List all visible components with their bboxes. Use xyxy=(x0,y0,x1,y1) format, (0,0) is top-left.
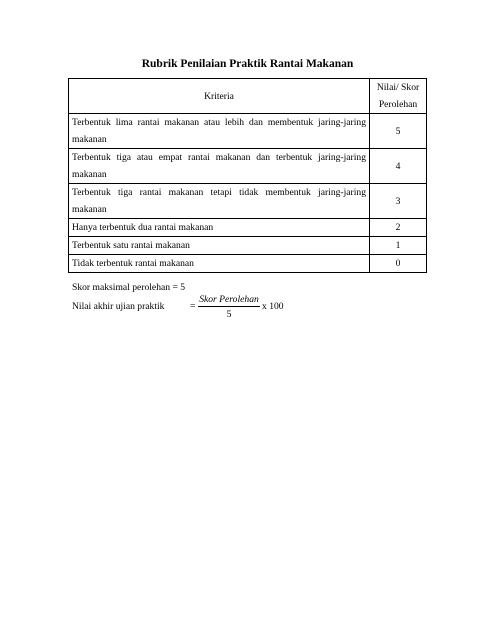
score-cell: 4 xyxy=(370,149,427,184)
score-cell: 2 xyxy=(370,219,427,237)
score-cell: 0 xyxy=(370,255,427,273)
table-row xyxy=(69,255,427,273)
criteria-cell: Terbentuk tiga atau empat rantai makanan dan terbentuk jaring-jaring makanan xyxy=(69,149,370,184)
table-row xyxy=(69,149,427,184)
equals-sign: = xyxy=(190,301,196,312)
table-row xyxy=(69,114,427,149)
rubric-table xyxy=(68,78,427,273)
max-score-note: Skor maksimal perolehan = 5 xyxy=(72,282,186,293)
score-cell: 5 xyxy=(370,114,427,149)
table-row xyxy=(69,219,427,237)
table-row xyxy=(69,237,427,255)
table-row xyxy=(69,184,427,219)
score-header-line1: Nilai/ Skor xyxy=(376,82,420,93)
fraction xyxy=(198,294,260,320)
fraction-numerator: Skor Perolehan xyxy=(199,294,259,305)
multiplier: x 100 xyxy=(262,301,284,312)
criteria-header: Kriteria xyxy=(69,79,370,114)
criteria-cell: Terbentuk satu rantai makanan xyxy=(69,237,370,255)
criteria-cell: Hanya terbentuk dua rantai makanan xyxy=(69,219,370,237)
fraction-denominator: 5 xyxy=(226,309,232,320)
score-cell: 3 xyxy=(370,184,427,219)
criteria-cell: Tidak terbentuk rantai makanan xyxy=(69,255,370,273)
final-score-label: Nilai akhir ujian praktik xyxy=(72,301,165,312)
score-header xyxy=(370,79,427,114)
criteria-cell: Terbentuk lima rantai makanan atau lebih dan membentuk jaring-jaring makanan xyxy=(69,114,370,149)
page-title: Rubrik Penilaian Praktik Rantai Makanan xyxy=(141,58,354,70)
score-cell: 1 xyxy=(370,237,427,255)
table-header-row xyxy=(69,79,427,114)
final-score-formula xyxy=(72,294,372,320)
score-header-line2: Perolehan xyxy=(378,99,418,110)
criteria-cell: Terbentuk tiga rantai makanan tetapi tidak membentuk jaring-jaring makanan xyxy=(69,184,370,219)
